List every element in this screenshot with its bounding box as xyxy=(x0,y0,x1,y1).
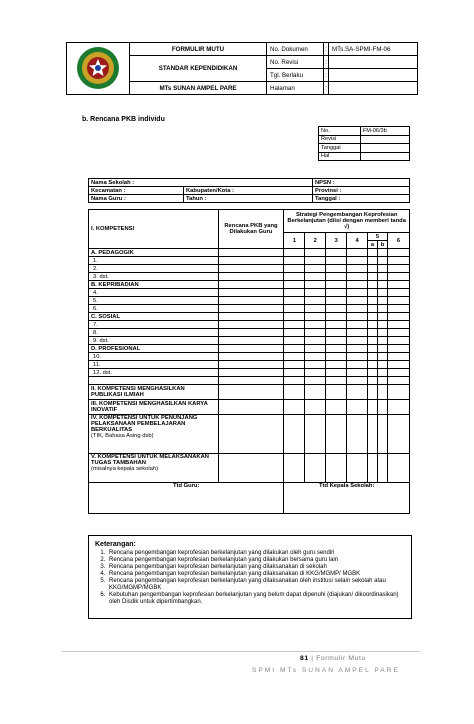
info-box xyxy=(318,126,410,161)
page-footer: 81 | Formulir Mutu xyxy=(300,655,366,662)
col-num-4: 4 xyxy=(347,233,368,249)
category-row xyxy=(89,345,410,353)
category-label: A. PEDAGOGIK xyxy=(89,249,219,257)
row-label: 3. dst. xyxy=(89,273,219,281)
col-rencana: Rencana PKB yang Dilakukan Guru xyxy=(218,210,284,249)
footer-school: SPMI MTs SUNAN AMPEL PARE xyxy=(252,667,400,674)
category-row xyxy=(89,249,410,257)
category-row xyxy=(89,313,410,321)
note-item: 3. Rencana pengembangan keprofesian berkelanjutan yang dilaksanakan di sekolah xyxy=(107,564,407,571)
npsn-field: NPSN : xyxy=(313,179,410,187)
kabupaten-field: Kabupaten/Kota : xyxy=(184,187,313,195)
row-label: 6. xyxy=(89,305,219,313)
revision-label: No. Revisi xyxy=(267,56,324,69)
table-row xyxy=(89,353,410,361)
signature-kepala-sekolah: Ttd Kepala Sekolah: xyxy=(284,483,410,514)
row-label: 4. xyxy=(89,289,219,297)
identity-table xyxy=(88,178,410,203)
col-num-2: 2 xyxy=(305,233,326,249)
row-label: 12. dst. xyxy=(89,369,219,377)
footer-divider xyxy=(62,651,420,652)
note-item: 2. Rencana pengembangan keprofesian berkelanjutan yang dilakukan bersama guru lain xyxy=(107,557,407,564)
table-row xyxy=(89,257,410,265)
col-num-5: 5 xyxy=(368,233,388,241)
col-num-1: 1 xyxy=(284,233,305,249)
notes-list xyxy=(97,550,407,606)
kecamatan-field: Kecamatan : xyxy=(89,187,184,195)
note-item: 1. Rencana pengembangan keprofesian berkelanjutan yang dilakukan oleh guru sendiri xyxy=(107,550,407,557)
table-row xyxy=(89,289,410,297)
form-title: FORMULIR MUTU xyxy=(130,43,267,56)
row-label: 11. xyxy=(89,361,219,369)
form-header: FORMULIR MUTU No. Dokumen : MTs.SA-SPMI-FM-06 STANDAR KEPENDIDIKAN No. Revisi : Tgl. Berlaku : MTs SUNAN AMPEL PARE Halaman : xyxy=(66,42,418,95)
table-row xyxy=(89,305,410,313)
table-row xyxy=(89,321,410,329)
row-label: 8. xyxy=(89,329,219,337)
part-4-penunjang: IV. KOMPETENSI UNTUK PENUNJANG PELAKSANAAN PEMBELAJARAN BERKUALITAS (TIK, Bahasa Asing dsb) xyxy=(89,415,219,454)
signature-guru: Ttd Guru: xyxy=(89,483,284,514)
row-label: 1. xyxy=(89,257,219,265)
notes-box xyxy=(88,535,412,619)
table-row xyxy=(89,329,410,337)
effective-date-value xyxy=(329,69,418,82)
table-row xyxy=(89,361,410,369)
col-strategi: Strategi Pengembangan Keprofesian Berkelanjutan (diisi dengan memberi tanda √) xyxy=(284,210,410,233)
revision-value xyxy=(329,56,418,69)
form-subtitle: STANDAR KEPENDIDIKAN xyxy=(130,56,267,82)
info-no-label: No. xyxy=(319,127,361,136)
category-row xyxy=(89,281,410,289)
row-label: 9. dst. xyxy=(89,337,219,345)
info-tanggal-label: Tanggal xyxy=(319,144,361,153)
provinsi-field: Provinsi : xyxy=(313,187,410,195)
info-hal-label: Hal xyxy=(319,152,361,161)
info-revisi-label: Revisi xyxy=(319,135,361,144)
page-number: 81 xyxy=(300,655,309,662)
part-2-publikasi: II. KOMPETENSI MENGHASILKAN PUBLIKASI ILMIAH xyxy=(89,385,219,400)
tahun-field: Tahun : xyxy=(184,195,313,203)
row-label: 7. xyxy=(89,321,219,329)
table-row xyxy=(89,273,410,281)
table-row xyxy=(89,369,410,377)
notes-title: Keterangan: xyxy=(95,541,136,548)
info-no-value: FM-06/3b xyxy=(360,127,409,136)
school-logo xyxy=(67,43,130,95)
note-item: 6. Kebutuhan pengembangan keprofesian berkelanjutan yang belum dapat dipenuhi (diajukan/ dikoordinasikan) oleh Disdik untuk dipertimbangkan. xyxy=(107,592,407,606)
nama-guru-field: Nama Guru : xyxy=(89,195,184,203)
row-label: 5. xyxy=(89,297,219,305)
school-crest-icon xyxy=(70,45,126,91)
footer-form-label: Formulir Mutu xyxy=(316,655,366,662)
note-item: 4. Rencana pengembangan keprofesian berkelanjutan yang dilaksanakan di KKG/MGMP/ MGBK xyxy=(107,571,407,578)
page-label: Halaman xyxy=(267,82,324,95)
col-num-3: 3 xyxy=(326,233,347,249)
effective-date-label: Tgl. Berlaku xyxy=(267,69,324,82)
doc-number-label: No. Dokumen xyxy=(267,43,324,56)
col-5b: b xyxy=(378,241,388,249)
part-3-inovatif: III. KOMPETENSI MENGHASILKAN KARYA INOVATIF xyxy=(89,400,219,415)
note-item: 5. Rencana pengembangan keprofesian berkelanjutan yang dilaksanakan oleh institusi selain sekolah atau KKG/MGMP/MGBK xyxy=(107,578,407,592)
category-label: B. KEPRIBADIAN xyxy=(89,281,219,289)
col-num-6: 6 xyxy=(388,233,410,249)
table-row xyxy=(89,337,410,345)
table-row xyxy=(89,297,410,305)
table-row xyxy=(89,265,410,273)
category-label: D. PROFESIONAL xyxy=(89,345,219,353)
section-title: b. Rencana PKB individu xyxy=(82,116,165,123)
row-label: 2. xyxy=(89,265,219,273)
col-5a: a xyxy=(368,241,378,249)
nama-sekolah-field: Nama Sekolah : xyxy=(89,179,313,187)
school-name: MTs SUNAN AMPEL PARE xyxy=(130,82,267,95)
doc-number-value: MTs.SA-SPMI-FM-06 xyxy=(329,43,418,56)
col-kompetensi: I. KOMPETENSI xyxy=(89,210,219,249)
row-label: 10. xyxy=(89,353,219,361)
part-5-note: (misalnya kepala sekolah) xyxy=(91,466,159,472)
tanggal-field: Tanggal : xyxy=(313,195,410,203)
blank-row xyxy=(89,377,219,385)
category-label: C. SOSIAL xyxy=(89,313,219,321)
part-5-tugas-tambahan: V. KOMPETENSI UNTUK MELAKSANAKAN TUGAS TAMBAHAN (misalnya kepala sekolah) xyxy=(89,454,219,483)
pkb-table xyxy=(88,209,410,514)
part-4-note: (TIK, Bahasa Asing dsb) xyxy=(91,433,154,439)
page-value xyxy=(329,82,418,95)
